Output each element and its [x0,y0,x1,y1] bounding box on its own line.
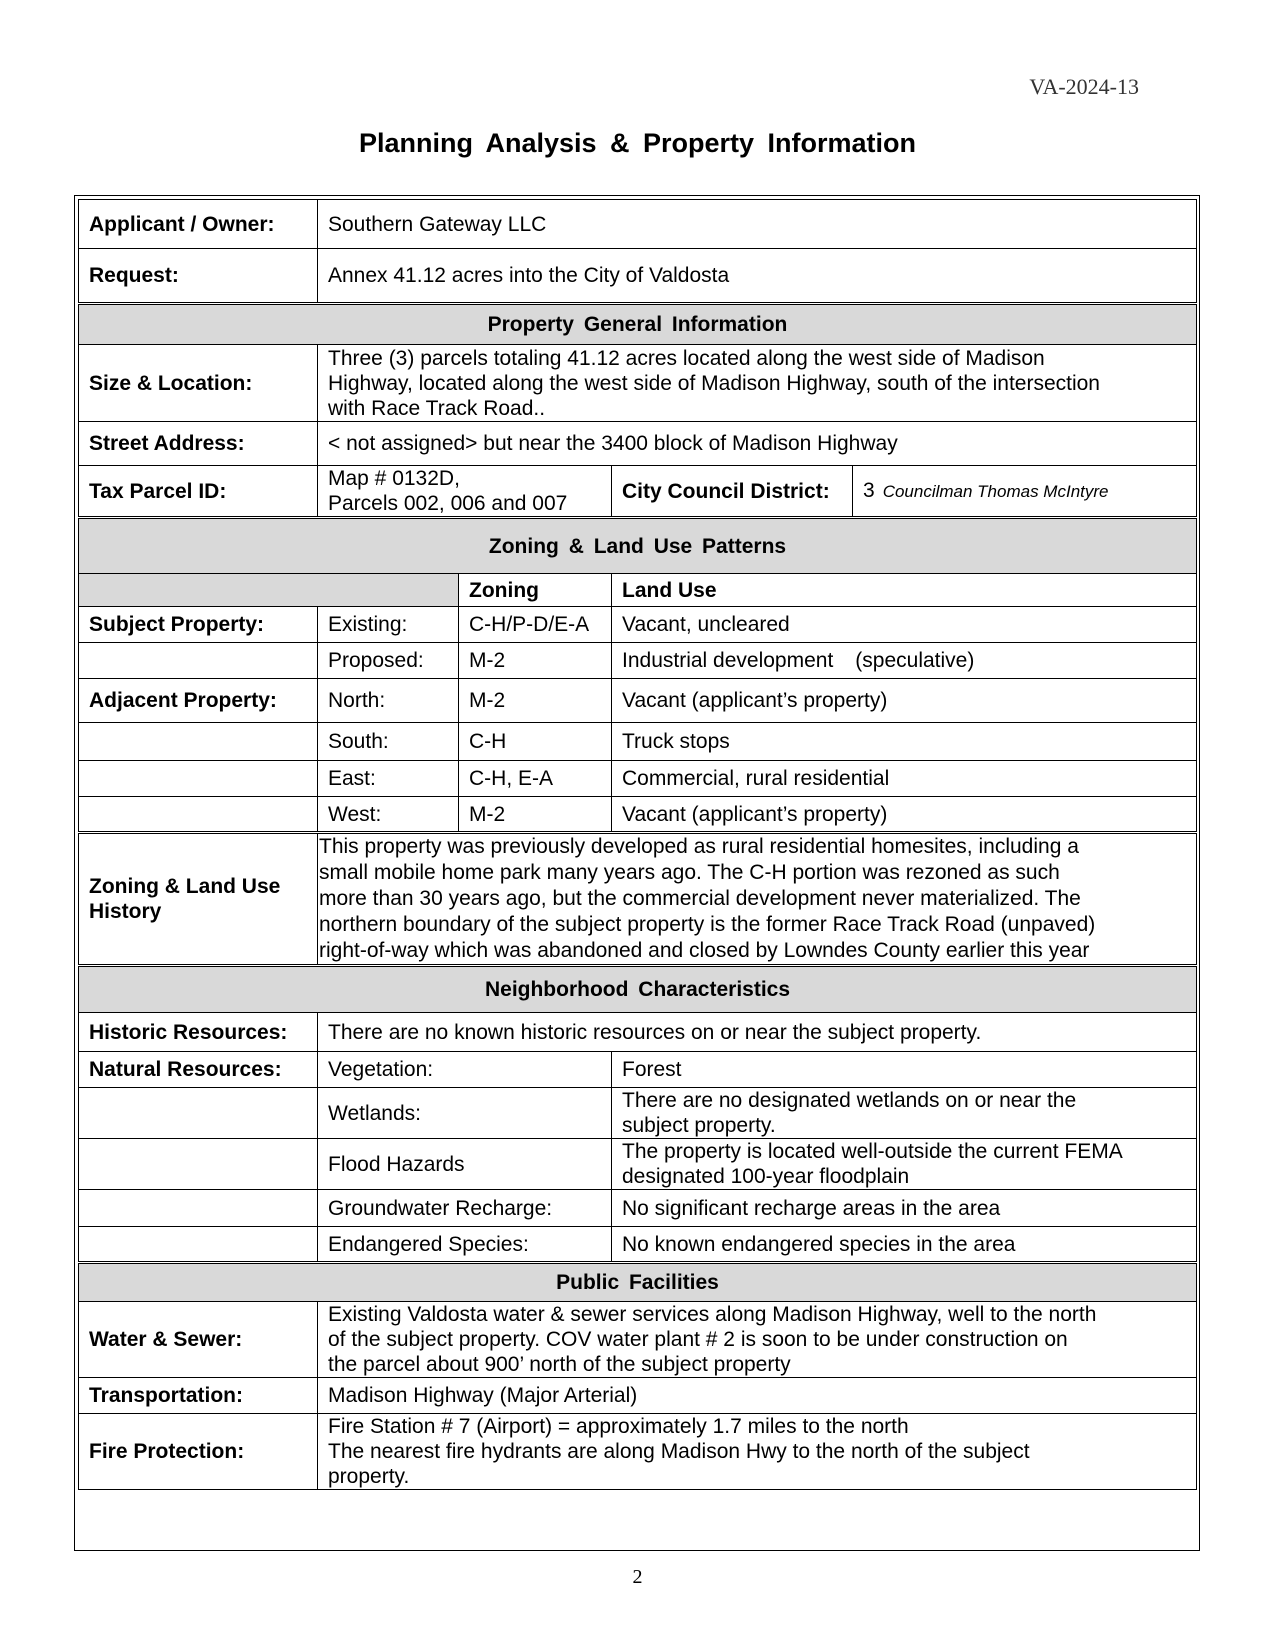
zoning-row [79,761,1197,797]
zoning-row-land-use: Vacant (applicant’s property) [612,797,1197,833]
section-property-general [79,304,1197,345]
zoning-row [79,797,1197,833]
zoning-row-label: Subject Property: [79,607,318,643]
natural-row [79,1088,1197,1139]
zoning-row [79,679,1197,723]
property-info-table [78,199,1197,1490]
natural-value [612,1088,1197,1139]
natural-label-blank [79,1190,318,1227]
request-row [79,249,1197,304]
council-member: Councilman Thomas McIntyre [882,482,1109,501]
natural-label-blank [79,1139,318,1190]
zoning-row [79,607,1197,643]
natural-value-line: The property is located well-outside the current FEMA [622,1140,1123,1163]
zoning-history-text [318,833,1197,966]
water-sewer-line: the parcel about 900’ north of the subject property [328,1353,791,1376]
case-number: VA-2024-13 [1029,74,1139,99]
zoning-row-sub: Existing: [318,607,459,643]
size-location-row [79,345,1197,422]
request-label: Request: [79,249,318,304]
zoning-row-label [79,761,318,797]
natural-value-line: subject property. [622,1114,776,1137]
zoning-row-zoning: C-H [459,723,612,761]
transportation-row [79,1378,1197,1414]
section-heading: Property General Information [79,304,1197,345]
water-sewer-line: of the subject property. COV water plant # 2 is soon to be under construction on [328,1328,1068,1351]
zoning-col-header: Zoning [459,574,612,607]
land-use-text: Industrial development [622,649,834,672]
zoning-row-label [79,723,318,761]
history-line: right-of-way which was abandoned and closed by Lowndes County earlier this year [319,939,1090,962]
size-location-line: Highway, located along the west side of Madison Highway, south of the intersection [328,371,1100,395]
applicant-row [79,200,1197,249]
natural-sub: Wetlands: [318,1088,612,1139]
water-sewer-label: Water & Sewer: [79,1302,318,1378]
natural-value [612,1190,1197,1227]
natural-sub: Groundwater Recharge: [318,1190,612,1227]
council-district-number: 3 [863,479,875,502]
council-district-label: City Council District: [612,466,853,518]
natural-label-blank [79,1088,318,1139]
zoning-row [79,643,1197,679]
land-use-note: (speculative) [855,649,975,672]
natural-sub: Flood Hazards [318,1139,612,1190]
tax-parcel-line: Map # 0132D, [328,467,460,490]
section-zoning [79,518,1197,574]
history-line: more than 30 years ago, but the commercial development never materialized. The [319,887,1081,910]
transportation-value: Madison Highway (Major Arterial) [318,1378,1197,1414]
zoning-row-zoning: M-2 [459,797,612,833]
tax-parcel-value [318,466,612,518]
water-sewer-line: Existing Valdosta water & sewer services along Madison Highway, well to the north [328,1303,1097,1326]
request-value: Annex 41.12 acres into the City of Valdosta [318,249,1197,304]
size-location-line: Three (3) parcels totaling 41.12 acres located along the west side of Madison [328,346,1045,370]
street-address-row [79,422,1197,466]
section-heading: Zoning & Land Use Patterns [79,518,1197,574]
tax-parcel-row [79,466,1197,518]
section-neighborhood [79,966,1197,1013]
fire-line: Fire Station # 7 (Airport) = approximately 1.7 miles to the north [328,1415,909,1438]
natural-label-blank [79,1227,318,1263]
natural-row [79,1139,1197,1190]
natural-value-line: No significant recharge areas in the area [622,1196,1001,1220]
natural-value-line: designated 100-year floodplain [622,1165,910,1188]
street-address-label: Street Address: [79,422,318,466]
tax-parcel-label: Tax Parcel ID: [79,466,318,518]
zoning-header-blank [79,574,459,607]
fire-line: The nearest fire hydrants are along Madison Hwy to the north of the subject [328,1440,1030,1463]
natural-value-line: No known endangered species in the area [622,1232,1016,1256]
fire-row [79,1414,1197,1490]
page-number: 2 [632,1566,643,1588]
zoning-row-zoning: M-2 [459,643,612,679]
natural-value [612,1227,1197,1263]
zoning-history-row [79,833,1197,966]
zoning-row-zoning: M-2 [459,679,612,723]
zoning-row-sub: West: [318,797,459,833]
zoning-row-sub: Proposed: [318,643,459,679]
historic-row [79,1013,1197,1052]
land-use-col-header: Land Use [612,574,1197,607]
zoning-row-sub: South: [318,723,459,761]
zoning-row-sub: East: [318,761,459,797]
zoning-row-label [79,797,318,833]
water-sewer-row [79,1302,1197,1378]
zoning-row-land-use: Truck stops [612,723,1197,761]
natural-row [79,1227,1197,1263]
zoning-row [79,723,1197,761]
historic-label: Historic Resources: [79,1013,318,1052]
natural-sub: Endangered Species: [318,1227,612,1263]
size-location-value [318,345,1197,422]
zoning-row-land-use: Vacant (applicant’s property) [612,679,1197,723]
fire-value [318,1414,1197,1490]
zoning-row-label [79,643,318,679]
natural-value [612,1139,1197,1190]
size-location-label: Size & Location: [79,345,318,422]
natural-row [79,1052,1197,1088]
size-location-line: with Race Track Road.. [328,396,546,420]
history-line: small mobile home park many years ago. The C-H portion was rezoned as such [319,861,1060,884]
page-title: Planning Analysis & Property Information [358,128,917,158]
zoning-row-sub: North: [318,679,459,723]
council-district-value [853,466,1197,518]
zoning-header-row [79,574,1197,607]
applicant-value: Southern Gateway LLC [318,200,1197,249]
natural-row [79,1190,1197,1227]
history-line: This property was previously developed as rural residential homesites, including a [319,835,1079,858]
zoning-row-label: Adjacent Property: [79,679,318,723]
history-line: northern boundary of the subject property is the former Race Track Road (unpaved) [319,913,1096,936]
section-heading: Neighborhood Characteristics [79,966,1197,1013]
zoning-row-land-use: Vacant, uncleared [612,607,1197,643]
natural-value-line: Forest [622,1058,682,1081]
zoning-history-label: Zoning & Land Use History [79,833,318,966]
natural-value [612,1052,1197,1088]
section-public-facilities [79,1263,1197,1302]
natural-value-line: There are no designated wetlands on or near the [622,1089,1077,1112]
applicant-label: Applicant / Owner: [79,200,318,249]
water-sewer-value [318,1302,1197,1378]
tax-parcel-line: Parcels 002, 006 and 007 [328,492,568,515]
zoning-row-land-use: Commercial, rural residential [612,761,1197,797]
fire-label: Fire Protection: [79,1414,318,1490]
section-heading: Public Facilities [79,1263,1197,1302]
street-address-value: < not assigned> but near the 3400 block of Madison Highway [318,422,1197,466]
transportation-label: Transportation: [79,1378,318,1414]
zoning-row-zoning: C-H/P-D/E-A [459,607,612,643]
natural-sub: Vegetation: [318,1052,612,1088]
zoning-row-land-use [612,643,1197,679]
historic-value: There are no known historic resources on or near the subject property. [318,1013,1197,1052]
natural-label: Natural Resources: [79,1052,318,1088]
fire-line: property. [328,1465,410,1488]
zoning-row-zoning: C-H, E-A [459,761,612,797]
